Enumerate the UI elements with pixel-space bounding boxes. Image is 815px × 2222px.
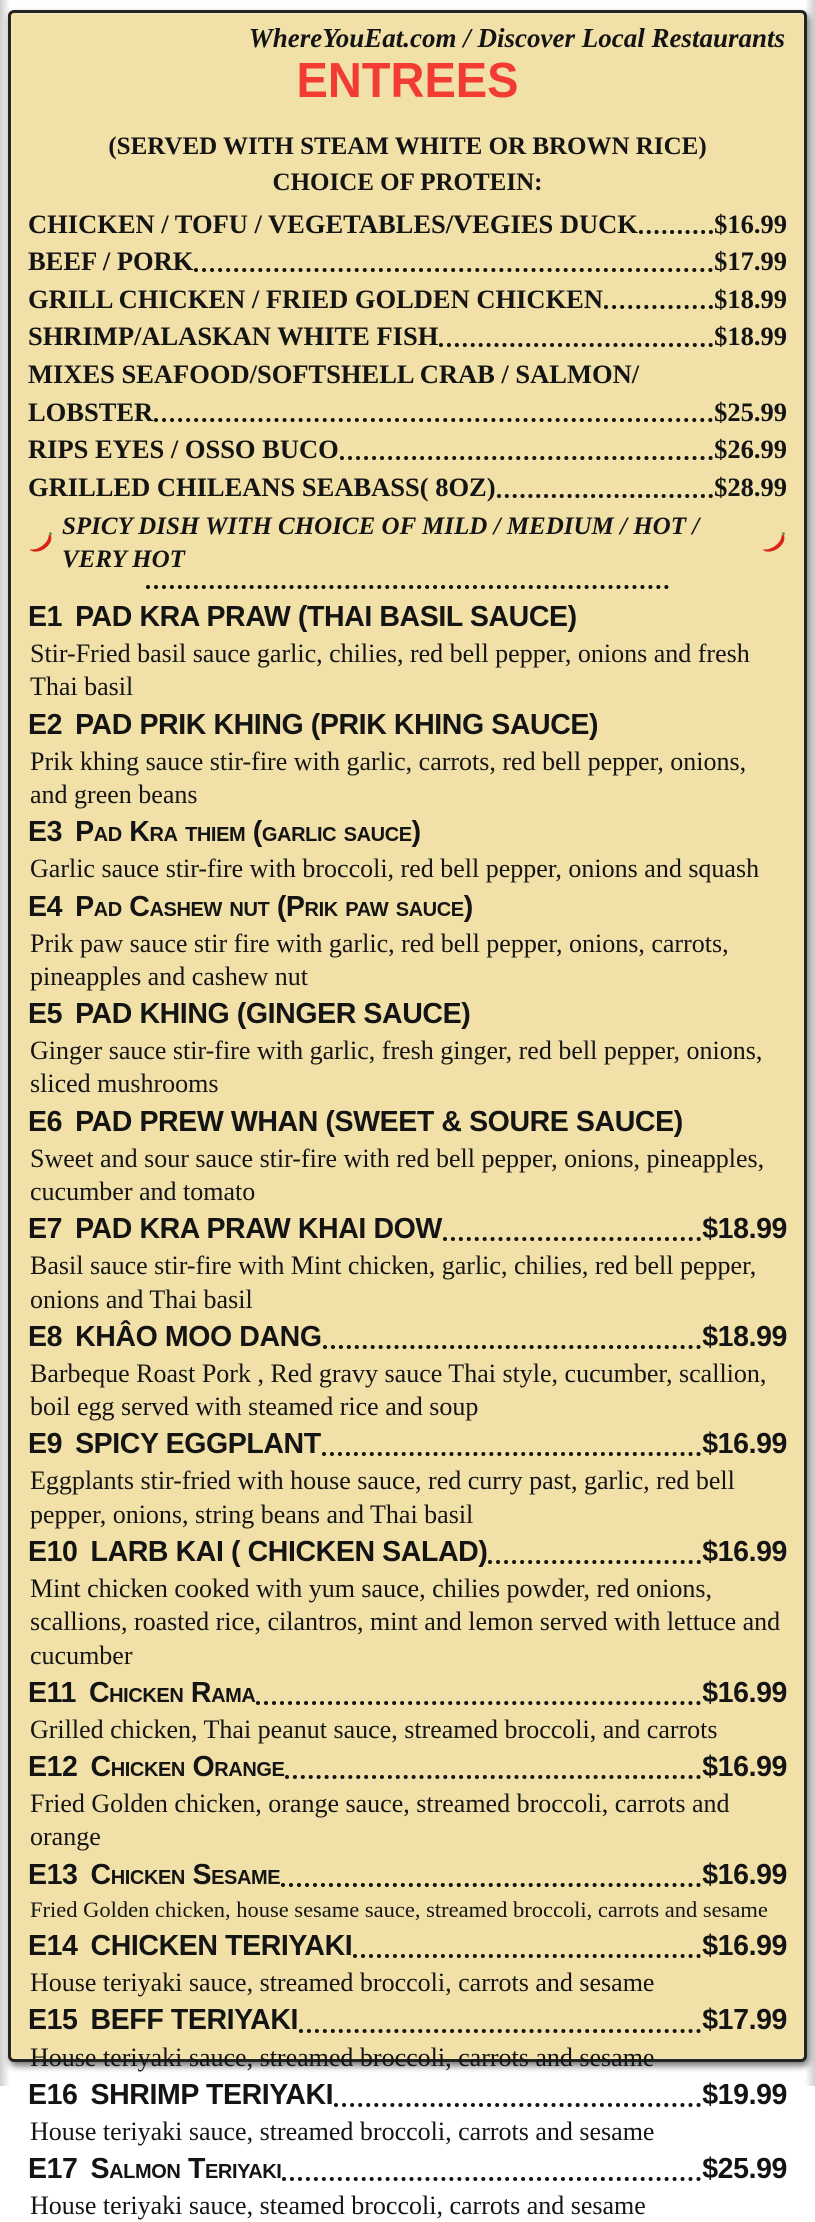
dotted-leader	[353, 1954, 701, 1958]
dotted-leader	[194, 268, 713, 272]
item-name: Chicken Rama	[88, 1676, 256, 1709]
item-price: $18.99	[702, 1213, 787, 1246]
protein-price: $17.99	[714, 246, 787, 277]
intro-block	[28, 129, 787, 202]
menu-item	[28, 2151, 787, 2222]
dotted-leader	[322, 1452, 701, 1456]
protein-row	[28, 469, 787, 507]
item-desc: Grilled chicken, Thai peanut sauce, streamed broccoli, and carrots	[30, 1714, 718, 1744]
item-header	[28, 1675, 787, 1712]
item-desc: Fried Golden chicken, orange sauce, streamed broccoli, carrots and orange	[30, 1789, 730, 1852]
protein-price: $26.99	[714, 434, 787, 465]
item-id: E11	[28, 1676, 76, 1709]
menu-item	[28, 1928, 787, 1999]
item-id: E14	[28, 1930, 78, 1963]
protein-label: LOBSTER	[28, 396, 154, 427]
protein-label: RIPS EYES / OSSO BUCO	[28, 434, 339, 465]
protein-label: GRILLED CHILEANS SEABASS( 8OZ)	[28, 471, 496, 502]
item-price: $16.99	[702, 1930, 787, 1963]
item-header	[28, 1319, 787, 1356]
item-desc: House teriyaki sauce, streamed broccoli, carrots and sesame	[30, 2042, 655, 2072]
item-name: BEFF TERIYAKI	[90, 2004, 299, 2037]
protein-label: CHICKEN / TOFU / VEGETABLES/VEGIES DUCK	[28, 208, 638, 239]
item-name: Pad Cashew nut (Prik paw sauce)	[75, 890, 473, 923]
item-desc: House teriyaki sauce, streamed broccoli, carrots and sesame	[30, 1968, 655, 1998]
item-price: $16.99	[702, 1858, 787, 1891]
menu-item	[28, 1534, 787, 1672]
dotted-leader	[285, 1775, 701, 1779]
dotted-leader	[299, 2029, 701, 2033]
item-price: $16.99	[702, 1428, 787, 1461]
protein-price: $18.99	[714, 321, 787, 352]
menu-item	[28, 1211, 787, 1316]
protein-row	[28, 281, 787, 319]
menu-item	[28, 1749, 787, 1854]
protein-price: $18.99	[714, 283, 787, 314]
item-id: E16	[28, 2078, 78, 2111]
menu-item	[28, 1104, 787, 1209]
item-name: CHICKEN TERIYAKI	[90, 1930, 353, 1963]
section-title: ENTREES	[296, 51, 519, 108]
protein-row	[28, 243, 787, 281]
menu-item	[28, 1319, 787, 1424]
item-desc: Prik paw sauce stir fire with garlic, red bell pepper, onions, carrots, pineapples and cashew nut	[30, 928, 729, 991]
item-desc: Barbeque Roast Pork , Red gravy sauce Thai style, cucumber, scallion, boil egg served with steamed rice and soup	[30, 1358, 767, 1422]
protein-label: MIXES SEAFOOD/SOFTSHELL CRAB / SALMON/	[28, 359, 640, 390]
item-name: Chicken Orange	[90, 1751, 285, 1784]
item-header	[28, 1534, 787, 1571]
protein-label: GRILL CHICKEN / FRIED GOLDEN CHICKEN	[28, 283, 603, 314]
dotted-leader	[639, 230, 713, 234]
chili-pepper-icon	[761, 530, 787, 556]
menu-item	[28, 814, 787, 885]
item-price: $19.99	[702, 2078, 787, 2111]
item-name: Pad Kra thiem (garlic sauce)	[75, 816, 421, 849]
item-desc: Ginger sauce stir-fire with garlic, fresh ginger, red bell pepper, onions, sliced mushrooms	[30, 1036, 763, 1099]
item-name: SHRIMP TERIYAKI	[90, 2078, 334, 2111]
item-price: $16.99	[702, 1751, 787, 1784]
item-desc: House teriyaki sauce, steamed broccoli, carrots and sesame	[30, 2191, 646, 2221]
item-name: Salmon Teriyaki	[90, 2153, 282, 2186]
dotted-leader	[439, 343, 713, 347]
item-header	[28, 1104, 787, 1141]
protein-price: $28.99	[714, 471, 787, 502]
item-header	[28, 2002, 787, 2039]
dotted-leader	[282, 2177, 701, 2181]
dotted-leader	[334, 2103, 701, 2107]
item-id: E4	[28, 890, 63, 923]
protein-label: SHRIMP/ALASKAN WHITE FISH	[28, 321, 439, 352]
protein-row	[28, 394, 787, 432]
intro-served-line: (SERVED WITH STEAM WHITE OR BROWN RICE)	[108, 133, 707, 161]
item-id: E12	[28, 1751, 78, 1784]
dotted-leader	[443, 1237, 701, 1241]
menu-item	[28, 1857, 787, 1925]
menu-item	[28, 2077, 787, 2148]
item-header	[28, 2077, 787, 2114]
menu-item	[28, 707, 787, 812]
item-price: $25.99	[702, 2153, 787, 2186]
item-name: Chicken Sesame	[90, 1858, 281, 1891]
item-price: $17.99	[702, 2004, 787, 2037]
item-desc: Sweet and sour sauce stir-fire with red bell pepper, onions, pineapples, cucumber and tomato	[30, 1143, 765, 1206]
item-price: $16.99	[702, 1676, 787, 1709]
item-name: KHÂO MOO DANG	[75, 1320, 322, 1353]
item-name: PAD PRIK KHING (PRIK KHING SAUCE)	[75, 708, 599, 741]
item-desc: Stir-Fried basil sauce garlic, chilies, red bell pepper, onions and fresh Thai basil	[30, 639, 750, 702]
intro-protein-line: CHOICE OF PROTEIN:	[272, 169, 543, 197]
item-desc: Eggplants stir-fried with house sauce, red curry past, garlic, red bell pepper, onions, string beans and Thai basil	[30, 1466, 735, 1529]
item-header	[28, 1211, 787, 1248]
dotted-leader	[281, 1883, 701, 1887]
item-desc: Basil sauce stir-fire with Mint chicken, garlic, chilies, red bell pepper, onions and Thai basil	[30, 1251, 757, 1314]
item-desc: House teriyaki sauce, streamed broccoli, carrots and sesame	[30, 2116, 655, 2146]
item-header	[28, 814, 787, 851]
menu-item	[28, 2002, 787, 2073]
dotted-separator	[146, 585, 670, 589]
item-header	[28, 1928, 787, 1965]
item-name: LARB KAI ( CHICKEN SALAD)	[90, 1535, 488, 1568]
item-header	[28, 1426, 787, 1463]
item-header	[28, 996, 787, 1033]
dotted-leader	[154, 418, 713, 422]
item-id: E5	[28, 998, 63, 1031]
menu-item	[28, 599, 787, 704]
item-header	[28, 1749, 787, 1786]
spice-note-text: SPICY DISH WITH CHOICE OF MILD / MEDIUM / HOT / VERY HOT	[62, 512, 700, 574]
menu-item	[28, 1426, 787, 1531]
menu-items	[28, 599, 787, 2222]
protein-row	[28, 206, 787, 244]
item-name: PAD KRA PRAW KHAI DOW	[75, 1213, 442, 1246]
item-id: E15	[28, 2004, 78, 2037]
item-name: PAD KRA PRAW (THAI BASIL SAUCE)	[75, 601, 577, 634]
item-header	[28, 2151, 787, 2188]
item-desc: Fried Golden chicken, house sesame sauce, streamed broccoli, carrots and sesame	[30, 1896, 768, 1922]
menu-card	[8, 10, 807, 2221]
dotted-leader	[323, 1345, 702, 1349]
item-id: E3	[28, 816, 63, 849]
item-id: E17	[28, 2153, 78, 2186]
dotted-leader	[256, 1701, 701, 1705]
item-id: E9	[28, 1428, 63, 1461]
item-id: E2	[28, 708, 63, 741]
protein-row	[28, 356, 787, 394]
item-header	[28, 707, 787, 744]
protein-price: $16.99	[714, 208, 787, 239]
dotted-leader	[497, 494, 714, 498]
menu-item	[28, 996, 787, 1101]
spice-note	[28, 510, 787, 578]
menu-item	[28, 889, 787, 994]
menu-item	[28, 1675, 787, 1746]
site-line: WhereYouEat.com / Discover Local Restaurants	[248, 23, 785, 53]
item-id: E10	[28, 1535, 78, 1568]
dotted-leader	[604, 305, 713, 309]
item-id: E7	[28, 1213, 63, 1246]
item-id: E6	[28, 1105, 63, 1138]
item-header	[28, 599, 787, 636]
protein-row	[28, 318, 787, 356]
item-price: $16.99	[702, 1535, 787, 1568]
item-price: $18.99	[702, 1320, 787, 1353]
item-name: PAD KHING (GINGER SAUCE)	[75, 998, 471, 1031]
item-name: PAD PREW WHAN (SWEET & SOURE SAUCE)	[75, 1105, 683, 1138]
item-desc: Mint chicken cooked with yum sauce, chilies powder, red onions, scallions, roasted rice, cilantros, mint and lemon served with lettuce and cucumber	[30, 1574, 781, 1670]
item-desc: Prik khing sauce stir-fire with garlic, carrots, red bell pepper, onions, and green beans	[30, 746, 747, 809]
dotted-leader	[488, 1560, 701, 1564]
item-id: E1	[28, 601, 63, 634]
item-id: E8	[28, 1320, 63, 1353]
item-name: SPICY EGGPLANT	[75, 1428, 321, 1461]
protein-label: BEEF / PORK	[28, 246, 194, 277]
dotted-leader	[340, 456, 713, 460]
item-id: E13	[28, 1858, 78, 1891]
protein-price: $25.99	[714, 396, 787, 427]
item-desc: Garlic sauce stir-fire with broccoli, red bell pepper, onions and squash	[30, 854, 760, 884]
protein-row	[28, 431, 787, 469]
chili-pepper-icon	[28, 530, 54, 556]
item-header	[28, 1857, 787, 1894]
protein-list	[28, 206, 787, 507]
item-header	[28, 889, 787, 926]
